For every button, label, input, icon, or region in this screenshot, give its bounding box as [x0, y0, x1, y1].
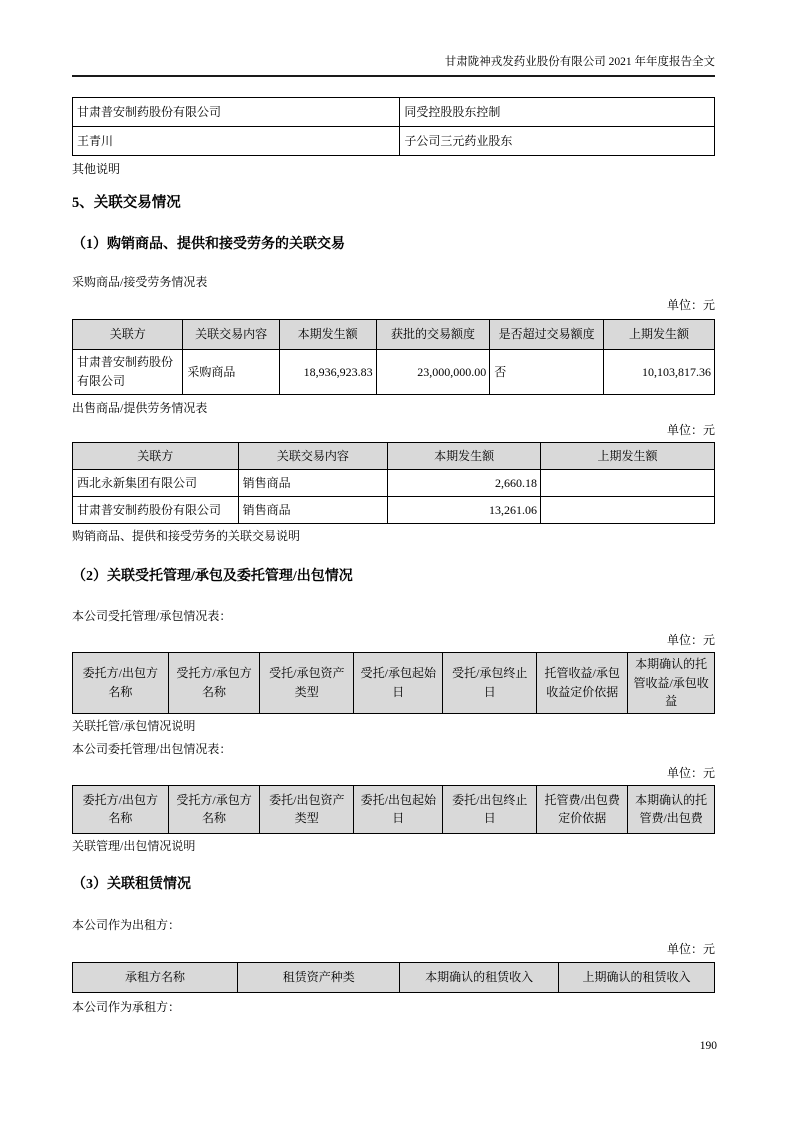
table-header-row [73, 653, 715, 714]
table-header-row [73, 962, 715, 992]
column-header: 获批的交易额度 [376, 320, 490, 350]
lessor-caption: 本公司作为出租方： [72, 917, 181, 932]
column-header: 受托方/承包方名称 [168, 785, 260, 833]
related-party-name: 甘肃普安制药股份有限公司 [73, 98, 400, 127]
unit-label: 单位：元 [666, 941, 715, 956]
cell-prior-amount [540, 497, 714, 524]
cell-exceeds-limit: 否 [490, 350, 604, 395]
entrusted-management-table [72, 652, 715, 714]
table-header-row [73, 443, 715, 470]
cell-current-amount: 18,936,923.83 [279, 350, 376, 395]
table-row [73, 127, 715, 156]
column-header: 关联方 [73, 443, 239, 470]
lease-table [72, 962, 715, 993]
delegated-table-caption: 本公司委托管理/出包情况表： [72, 741, 232, 756]
purchase-goods-table [72, 319, 715, 395]
cell-party: 甘肃普安制药股份有限公司 [73, 350, 183, 395]
column-header: 关联方 [73, 320, 183, 350]
cell-party: 西北永新集团有限公司 [73, 470, 239, 497]
purchase-sales-note: 购销商品、提供和接受劳务的关联交易说明 [72, 529, 301, 543]
column-header: 租赁资产种类 [237, 962, 399, 992]
unit-label: 单位：元 [666, 298, 715, 312]
column-header: 本期发生额 [388, 443, 541, 470]
subsection-1-title: （1）购销商品、提供和接受劳务的关联交易 [72, 237, 345, 252]
cell-current-amount: 2,660.18 [388, 470, 541, 497]
column-header: 上期发生额 [603, 320, 714, 350]
related-party-relationship: 子公司三元药业股东 [400, 127, 715, 156]
cell-content: 采购商品 [183, 350, 279, 395]
column-header: 关联交易内容 [238, 443, 388, 470]
table-header-row [73, 320, 715, 350]
column-header: 关联交易内容 [183, 320, 279, 350]
column-header: 受托/承包资产类型 [260, 653, 354, 714]
table-header-row [73, 785, 715, 833]
column-header: 托管费/出包费定价依据 [537, 785, 628, 833]
lessee-caption: 本公司作为承租方： [72, 999, 181, 1014]
cell-current-amount: 13,261.06 [388, 497, 541, 524]
column-header: 是否超过交易额度 [490, 320, 604, 350]
column-header: 受托/承包终止日 [443, 653, 537, 714]
cell-party: 甘肃普安制药股份有限公司 [73, 497, 239, 524]
subsection-3-title: （3）关联租赁情况 [72, 876, 191, 892]
subsection-2-title: （2）关联受托管理/承包及委托管理/出包情况 [72, 569, 353, 584]
column-header: 上期确认的租赁收入 [558, 962, 714, 992]
cell-approved-amount: 23,000,000.00 [376, 350, 490, 395]
delegated-note: 关联管理/出包情况说明 [72, 838, 196, 853]
purchase-table-caption: 采购商品/接受劳务情况表 [72, 275, 208, 289]
entrusted-table-caption: 本公司受托管理/承包情况表： [72, 609, 232, 623]
table-row [73, 98, 715, 127]
column-header: 本期发生额 [279, 320, 376, 350]
document-header [72, 0, 715, 77]
column-header: 委托方/出包方名称 [73, 785, 169, 833]
column-header: 委托方/出包方名称 [73, 653, 169, 714]
sales-goods-table [72, 442, 715, 524]
related-party-table [72, 97, 715, 156]
section-5-title: 5、关联交易情况 [72, 195, 181, 211]
sales-table-caption: 出售商品/提供劳务情况表 [72, 401, 208, 415]
table-row [73, 350, 715, 395]
delegated-management-table [72, 785, 715, 834]
table-row [73, 470, 715, 497]
cell-prior-amount [540, 470, 714, 497]
related-party-relationship: 同受控股股东控制 [400, 98, 715, 127]
column-header: 托管收益/承包收益定价依据 [537, 653, 628, 714]
document-header-title: 甘肃陇神戎发药业股份有限公司 2021 年年度报告全文 [444, 56, 715, 68]
cell-content: 销售商品 [238, 497, 388, 524]
table-row [73, 497, 715, 524]
column-header: 本期确认的租赁收入 [400, 962, 559, 992]
column-header: 委托/出包终止日 [443, 785, 537, 833]
column-header: 承租方名称 [73, 962, 238, 992]
unit-label: 单位：元 [666, 633, 715, 647]
unit-label: 单位：元 [666, 423, 715, 437]
other-note-label: 其他说明 [72, 162, 121, 176]
column-header: 委托/出包起始日 [354, 785, 443, 833]
column-header: 本期确认的托管费/出包费 [628, 785, 715, 833]
cell-content: 销售商品 [238, 470, 388, 497]
column-header: 受托/承包起始日 [354, 653, 443, 714]
column-header: 上期发生额 [540, 443, 714, 470]
related-party-name: 王青川 [73, 127, 400, 156]
unit-label: 单位：元 [666, 765, 715, 780]
cell-prior-amount: 10,103,817.36 [603, 350, 714, 395]
page-content [72, 0, 715, 1015]
column-header: 委托/出包资产类型 [260, 785, 354, 833]
column-header: 本期确认的托管收益/承包收益 [628, 653, 715, 714]
column-header: 受托方/承包方名称 [168, 653, 260, 714]
page-number: 190 [699, 1040, 717, 1052]
entrusted-note: 关联托管/承包情况说明 [72, 718, 196, 733]
